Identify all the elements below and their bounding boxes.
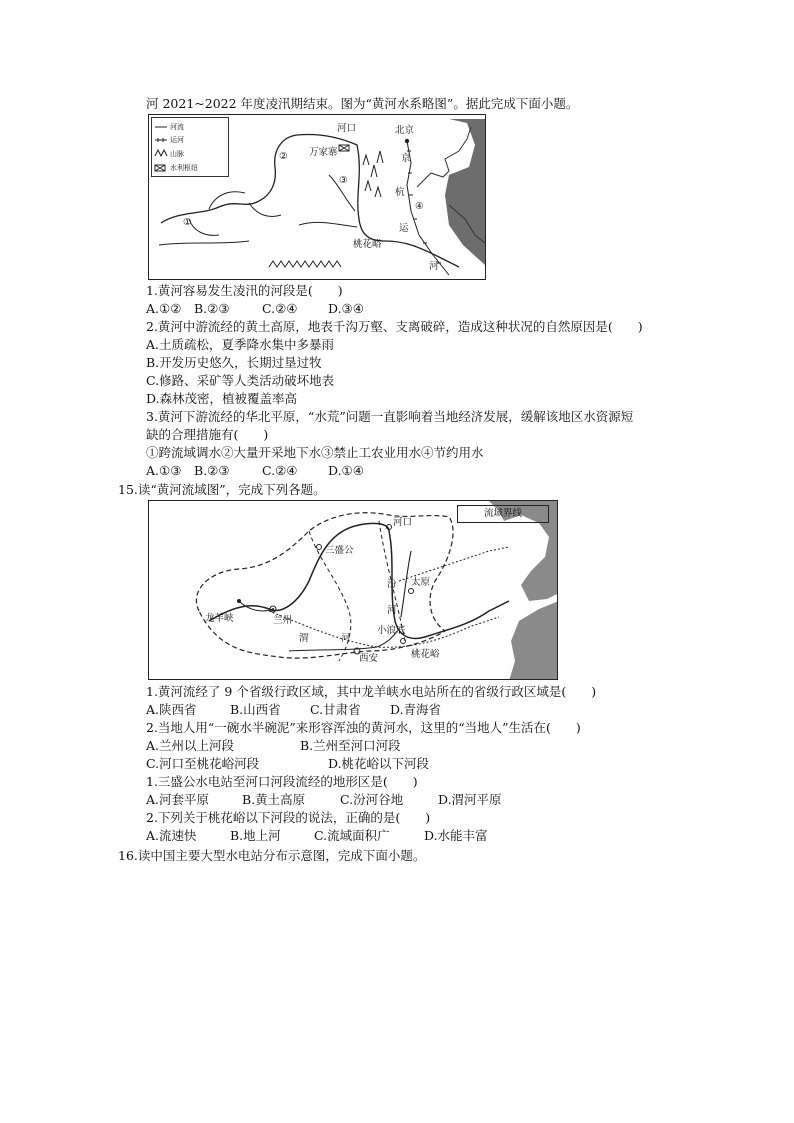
label-canal-he: 河	[429, 261, 439, 272]
q3-option-d[interactable]: D.①④	[328, 463, 364, 478]
q15-2-option-b[interactable]: B.兰州至河口河段	[300, 738, 401, 753]
map2-label-taiyuan: 太原	[411, 577, 431, 588]
q2-option-c[interactable]: C.修路、采矿等人类活动破坏地表	[146, 373, 335, 388]
q15-3-option-a[interactable]: A.河套平原	[146, 792, 210, 807]
map2-sanshenggong-dot	[317, 545, 322, 550]
q15-4-option-c[interactable]: C.流域面积广	[314, 828, 390, 843]
legend-river: 河流	[170, 123, 184, 131]
legend-dam: 水利枢纽	[170, 164, 198, 172]
label-section-3: ③	[339, 175, 348, 186]
map1-tributary	[189, 219, 219, 235]
map2-label-he1: 河	[387, 605, 397, 616]
q16-title: 16.读中国主要大型水电站分布示意图，完成下面小题。	[118, 848, 426, 863]
q15-1-option-a[interactable]: A.陕西省	[146, 702, 197, 717]
q15-4-option-d[interactable]: D.水能丰富	[424, 828, 488, 843]
label-canal-hang: 杭	[395, 187, 405, 198]
q15-1-option-b[interactable]: B.山西省	[230, 702, 281, 717]
map2-label-wei: 渭	[299, 633, 309, 644]
q2-option-d[interactable]: D.森林茂密，植被覆盖率高	[146, 391, 298, 406]
q15-3-options	[146, 792, 502, 808]
map2-label-xiaolangdi: 小浪底	[377, 625, 406, 636]
q15-2-option-a[interactable]: A.兰州以上河段	[146, 738, 235, 753]
legend-canal: 运河	[170, 136, 184, 144]
q3-option-b[interactable]: B.②③	[194, 463, 230, 478]
map1-tributary	[249, 203, 281, 217]
map2-taiyuan-dot	[409, 589, 414, 594]
label-canal-yun: 运	[399, 223, 409, 234]
q15-1-stem: 1.黄河流经了 9 个省级行政区域，其中龙羊峡水电站所在的省级行政区域是( )	[146, 684, 597, 699]
q3-option-c[interactable]: C.②④	[262, 463, 298, 478]
q3-options	[146, 463, 364, 479]
q15-3-stem: 1.三盛公水电站至河口河段流经的地形区是( )	[146, 774, 418, 789]
label-section-2: ②	[279, 151, 288, 162]
map2-label-fen: 汾	[387, 579, 397, 590]
q3-option-a[interactable]: A.①③	[146, 463, 182, 478]
map1-tributary	[159, 241, 249, 245]
map2-label-sanshenggong: 三盛公	[325, 545, 354, 556]
legend-mountain: 山脉	[170, 150, 184, 158]
q1-option-b[interactable]: B.②③	[194, 301, 230, 316]
map2-legend	[457, 505, 549, 523]
label-wanjiazhai: 万家寨	[309, 147, 338, 158]
map2-legend-text: 流域界线	[483, 508, 522, 519]
q15-3-option-c[interactable]: C.汾河谷地	[340, 792, 404, 807]
map2-lanzhou-dot-inner	[272, 608, 274, 610]
map1-dam-cross	[339, 145, 349, 151]
map1-sea	[445, 119, 485, 265]
q2-stem: 2.黄河中游流经的黄土高原，地表千沟万壑、支离破碎，造成这种状况的自然原因是( )	[146, 319, 643, 334]
q3-stem-line2: 缺的合理措施有( )	[146, 427, 269, 442]
label-taohuayu: 桃花峪	[353, 239, 382, 250]
label-section-1: ①	[183, 217, 192, 228]
map2-railway	[399, 547, 509, 581]
q15-1-options	[146, 702, 441, 718]
q15-3-option-b[interactable]: B.黄土高原	[242, 792, 306, 807]
map2-label-taohuayu: 桃花峪	[411, 649, 440, 660]
label-canal-jing: 京	[401, 153, 411, 164]
q15-4-stem: 2.下列关于桃花峪以下河段的说法，正确的是( )	[146, 810, 431, 825]
q15-title: 15.读“黄河流域图”，完成下列各题。	[118, 482, 326, 497]
map1-grand-canal	[407, 141, 449, 275]
map2-label-hekou: 河口	[393, 517, 413, 528]
map2-label-lanzhou: 兰州	[273, 615, 293, 626]
label-section-4: ④	[415, 201, 424, 212]
yellow-river-basin-map	[148, 500, 558, 680]
map2-fen-river	[401, 551, 411, 617]
q2-option-a[interactable]: A.土质疏松，夏季降水集中多暴雨	[146, 337, 335, 352]
label-beijing: 北京	[395, 125, 415, 136]
map2-label-longyangxia: 龙羊峡	[205, 613, 234, 624]
map1-canal-ticks	[407, 151, 441, 263]
map1-beijing-dot	[405, 139, 409, 143]
q15-4-option-b[interactable]: B.地上河	[230, 828, 281, 843]
q15-1-option-c[interactable]: C.甘肃省	[310, 702, 361, 717]
map2-main-river	[209, 523, 509, 638]
q15-4-options	[146, 828, 488, 844]
q15-2-option-c[interactable]: C.河口至桃花峪河段	[146, 756, 260, 771]
q1-option-d[interactable]: D.③④	[328, 301, 364, 316]
map1-legend	[151, 117, 229, 177]
q15-4-option-a[interactable]: A.流速快	[146, 828, 197, 843]
q15-3-option-d[interactable]: D.渭河平原	[438, 792, 502, 807]
label-hekou: 河口	[337, 123, 357, 134]
q1-option-a[interactable]: A.①②	[146, 301, 182, 316]
q15-1-option-d[interactable]: D.青海省	[390, 702, 442, 717]
map1-tributary	[299, 222, 357, 227]
q15-2-option-d[interactable]: D.桃花峪以下河段	[328, 756, 430, 771]
map1-tributary	[209, 192, 245, 209]
q1-stem: 1.黄河容易发生凌汛的河段是( )	[146, 283, 343, 298]
intro-text: 河 2021~2022 年度凌汛期结束。图为“黄河水系略图”。据此完成下面小题。	[146, 96, 579, 111]
map2-sea-south	[509, 601, 558, 680]
map2-label-xian: 西安	[359, 653, 379, 664]
q3-measures: ①跨流域调水②大量开采地下水③禁止工农业用水④节约用水	[146, 445, 484, 460]
q15-2-options-row2	[146, 756, 429, 772]
map2-drawing	[149, 501, 558, 680]
map2-longyangxia-dot	[237, 599, 241, 603]
q2-option-b[interactable]: B.开发历史悠久，长期过垦过牧	[146, 355, 322, 370]
q15-2-stem: 2.当地人用“一碗水半碗泥”来形容浑浊的黄河水，这里的“当地人”生活在( )	[146, 720, 581, 735]
q15-2-options-row1	[146, 738, 401, 754]
map2-label-he2: 河	[341, 633, 351, 644]
q3-stem-line1: 3.黄河下游流经的华北平原，“水荒”问题一直影响着当地经济发展，缓解该地区水资源短	[146, 409, 634, 424]
yellow-river-system-map	[148, 114, 486, 280]
q1-option-c[interactable]: C.②④	[262, 301, 298, 316]
q1-options	[146, 301, 364, 317]
